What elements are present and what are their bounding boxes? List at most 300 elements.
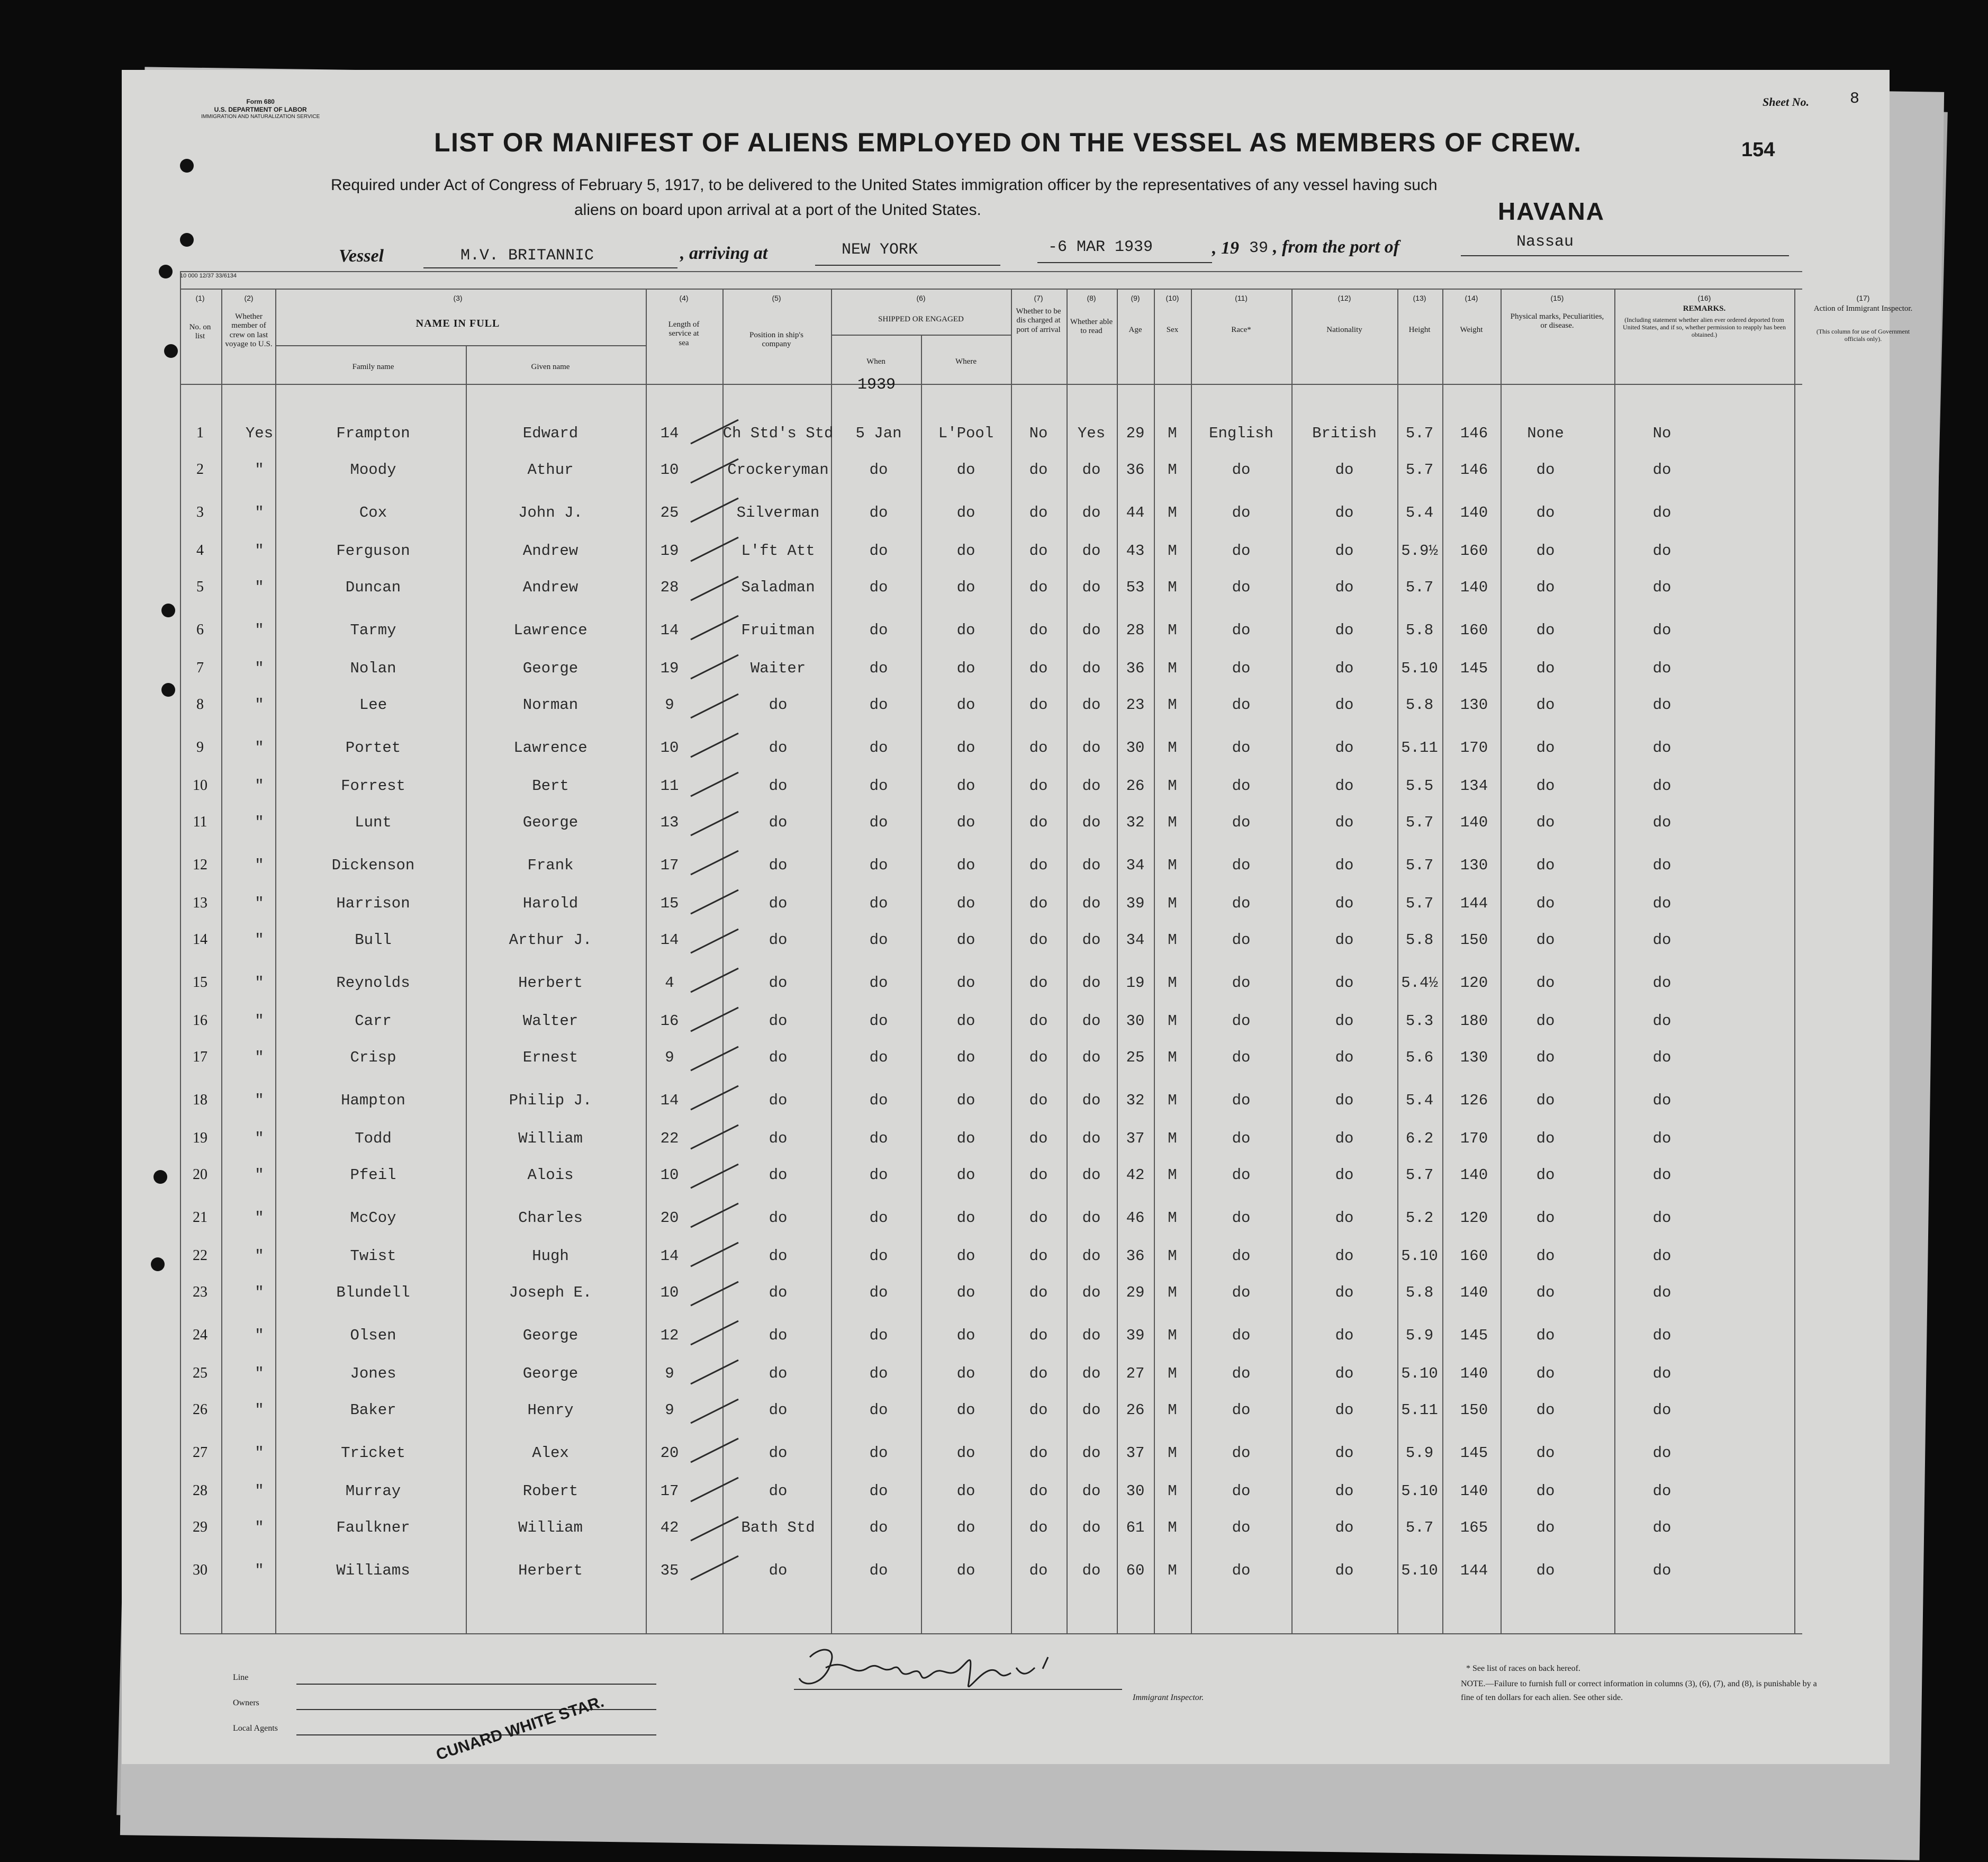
remarks-cell: do [1652,542,1671,560]
physical-cell: do [1536,1562,1555,1579]
race-cell: do [1232,895,1251,912]
family-name-cell: Portet [345,739,401,757]
nationality-cell: do [1335,1519,1354,1536]
member-cell: " [255,504,264,521]
member-cell: " [255,622,264,639]
race-cell: do [1232,1401,1251,1419]
family-name-cell: Ferguson [336,542,410,560]
member-cell: " [255,814,264,831]
nationality-cell: do [1335,579,1354,596]
physical-cell: do [1536,461,1555,479]
age-cell: 28 [1126,622,1145,639]
position-cell: do [769,1327,788,1344]
punch-hole [161,683,175,697]
charged-cell: do [1029,1482,1048,1500]
check-mark-icon [688,1357,741,1389]
requirement-text-1: Required under Act of Congress of February 5, 1917, to be delivered to the United States immigration officer by the representatives of any vessel having such [331,176,1438,194]
service-cell: 11 [660,777,679,795]
check-mark-icon [688,652,741,684]
check-mark-icon [688,1279,741,1311]
check-mark-icon [688,1122,741,1154]
check-mark-icon [688,1397,741,1428]
given-name-cell: George [522,814,579,831]
race-cell: do [1232,504,1251,521]
age-cell: 37 [1126,1444,1145,1462]
charged-cell: do [1029,1092,1048,1109]
remarks-cell: do [1652,1284,1671,1301]
given-name-cell: Edward [522,425,579,442]
sex-cell: M [1168,1401,1177,1419]
age-cell: 19 [1126,974,1145,992]
family-name-cell: Frampton [336,425,410,442]
check-mark-icon [688,535,741,566]
row-number: 14 [193,931,207,948]
height-cell: 5.10 [1401,1365,1438,1382]
row-number: 9 [196,739,204,755]
physical-cell: do [1536,1209,1555,1227]
weight-cell: 145 [1460,660,1488,677]
physical-cell: do [1536,1444,1555,1462]
row-number: 30 [193,1562,207,1578]
member-cell: " [255,1012,264,1030]
family-name-cell: Crisp [350,1049,396,1066]
nationality-cell: do [1335,1092,1354,1109]
weight-cell: 130 [1460,696,1488,714]
position-cell: do [769,1209,788,1227]
height-cell: 5.11 [1401,739,1438,757]
height-cell: 5.9½ [1401,542,1438,560]
weight-cell: 134 [1460,777,1488,795]
row-number: 3 [196,504,204,520]
where-cell: do [956,857,975,874]
header-given-name: Given name [531,363,570,371]
remarks-cell: do [1652,1130,1671,1147]
col-number: (15) [1550,294,1564,302]
read-cell: do [1082,504,1101,521]
charged-cell: do [1029,1444,1048,1462]
family-name-cell: Forrest [341,777,405,795]
punch-hole [180,159,194,173]
col-number: (10) [1165,294,1179,302]
height-cell: 5.4 [1405,1092,1434,1109]
row-number: 8 [196,696,204,713]
when-cell: do [869,660,888,677]
physical-cell: do [1536,504,1555,521]
check-mark-icon [688,496,741,527]
height-cell: 5.11 [1401,1401,1438,1419]
weight-cell: 120 [1460,974,1488,992]
position-cell: do [769,1012,788,1030]
family-name-cell: Jones [350,1365,396,1382]
check-mark-icon [688,1475,741,1507]
row-number: 28 [193,1482,207,1499]
handwritten-havana: HAVANA [1498,197,1605,225]
row-number: 11 [193,814,207,830]
height-cell: 5.6 [1405,1049,1434,1066]
remarks-cell: do [1652,1209,1671,1227]
where-cell: do [956,1166,975,1184]
service-cell: 14 [660,1247,679,1265]
sex-cell: M [1168,1562,1177,1579]
underline [423,267,677,268]
given-name-cell: Alois [527,1166,574,1184]
age-cell: 43 [1126,542,1145,560]
charged-cell: do [1029,504,1048,521]
physical-cell: do [1536,1247,1555,1265]
height-cell: 5.10 [1401,1247,1438,1265]
given-name-cell: Andrew [522,579,579,596]
member-cell: Yes [245,425,274,442]
weight-cell: 130 [1460,1049,1488,1066]
remarks-cell: do [1652,504,1671,521]
height-cell: 5.4½ [1401,974,1438,992]
col-number: (16) [1697,294,1711,302]
nationality-cell: British [1312,425,1377,442]
where-cell: do [956,895,975,912]
charged-cell: do [1029,1284,1048,1301]
where-cell: do [956,1401,975,1419]
read-cell: do [1082,1401,1101,1419]
given-name-cell: Henry [527,1401,574,1419]
underline [1037,262,1212,263]
nationality-cell: do [1335,542,1354,560]
physical-cell: do [1536,777,1555,795]
height-cell: 5.10 [1401,1482,1438,1500]
charged-cell: do [1029,857,1048,874]
page-title: LIST OR MANIFEST OF ALIENS EMPLOYED ON THE VESSEL AS MEMBERS OF CREW. [434,128,1582,157]
physical-cell: do [1536,1482,1555,1500]
remarks-cell: do [1652,1401,1671,1419]
row-number: 7 [196,660,204,676]
service-cell: 13 [660,814,679,831]
height-cell: 5.8 [1405,1284,1434,1301]
charged-cell: do [1029,696,1048,714]
service-cell: 19 [660,542,679,560]
service-cell: 9 [665,1049,674,1066]
punch-hole [153,1170,167,1184]
col-number: (2) [244,294,254,302]
position-cell: do [769,777,788,795]
physical-cell: do [1536,1401,1555,1419]
check-mark-icon [688,1240,741,1272]
sex-cell: M [1168,1444,1177,1462]
where-cell: do [956,1444,975,1462]
nationality-cell: do [1335,1209,1354,1227]
nationality-cell: do [1335,931,1354,949]
when-cell: do [869,579,888,596]
service-cell: 4 [665,974,674,992]
inspector-signature [789,1636,1085,1699]
read-cell: Yes [1077,425,1106,442]
header-physical: Physical marks, Peculiarities, or disease. [1510,312,1604,330]
nationality-cell: do [1335,1444,1354,1462]
weight-cell: 144 [1460,1562,1488,1579]
race-cell: do [1232,542,1251,560]
age-cell: 30 [1126,1012,1145,1030]
nationality-cell: do [1335,1049,1354,1066]
weight-cell: 170 [1460,739,1488,757]
family-name-cell: Pfeil [350,1166,396,1184]
where-cell: do [956,739,975,757]
weight-cell: 146 [1460,425,1488,442]
sheet-label: Sheet No. [1763,95,1809,109]
when-cell: do [869,1092,888,1109]
given-name-cell: William [518,1130,583,1147]
arriving-port: NEW YORK [842,241,918,259]
sex-cell: M [1168,1365,1177,1382]
underline [815,265,1000,266]
when-cell: do [869,542,888,560]
nationality-cell: do [1335,1365,1354,1382]
check-mark-icon [688,1201,741,1233]
family-name-cell: Harrison [336,895,410,912]
family-name-cell: Nolan [350,660,396,677]
service-cell: 20 [660,1209,679,1227]
read-cell: do [1082,1482,1101,1500]
family-name-cell: Bull [355,931,392,949]
check-mark-icon [688,1553,741,1585]
remarks-cell: do [1652,895,1671,912]
remarks-cell: do [1652,1519,1671,1536]
given-name-cell: Charles [518,1209,583,1227]
position-cell: do [769,1401,788,1419]
remarks-cell: do [1652,1482,1671,1500]
row-number: 20 [193,1166,207,1183]
nationality-cell: do [1335,660,1354,677]
race-cell: do [1232,1365,1251,1382]
when-cell: do [869,504,888,521]
check-mark-icon [688,417,741,449]
age-cell: 37 [1126,1130,1145,1147]
height-cell: 5.8 [1405,696,1434,714]
service-cell: 9 [665,1401,674,1419]
member-cell: " [255,1209,264,1227]
weight-cell: 150 [1460,1401,1488,1419]
remarks-cell: do [1652,461,1671,479]
member-cell: " [255,777,264,795]
remarks-cell: do [1652,1166,1671,1184]
check-mark-icon [688,1083,741,1115]
given-name-cell: Lawrence [513,622,588,639]
physical-cell: do [1536,1284,1555,1301]
vessel-label: Vessel [339,246,384,266]
from-port-label: , from the port of [1273,237,1399,257]
physical-cell: do [1536,1519,1555,1536]
col-number: (9) [1131,294,1140,302]
charged-cell: do [1029,1519,1048,1536]
row-number: 1 [196,425,204,441]
sex-cell: M [1168,579,1177,596]
form-identifier [201,98,320,121]
height-cell: 5.8 [1405,622,1434,639]
physical-cell: do [1536,1166,1555,1184]
where-cell: do [956,1365,975,1382]
height-cell: 5.7 [1405,814,1434,831]
weight-cell: 146 [1460,461,1488,479]
given-name-cell: Walter [522,1012,579,1030]
member-cell: " [255,1166,264,1184]
physical-cell: do [1536,974,1555,992]
row-number: 6 [196,622,204,638]
col-number: (7) [1034,294,1043,302]
col-number: (8) [1087,294,1096,302]
department-name: U.S. DEPARTMENT OF LABOR [214,106,307,113]
failure-note: NOTE.—Failure to furnish full or correct information in columns (3), (6), (7), and (8), is punishable by a fine of ten dollars for each alien. See other side. [1461,1679,1817,1702]
check-mark-icon [688,887,741,919]
line-label: Line [233,1673,249,1682]
row-number: 26 [193,1401,207,1418]
header-remarks-note: (Including statement whether alien ever ordered deported from United States, and if so, whether permission to reapply has been obtained.) [1623,316,1786,338]
sex-cell: M [1168,1327,1177,1344]
family-name-cell: Twist [350,1247,396,1265]
sex-cell: M [1168,857,1177,874]
header-when: When [866,357,885,366]
header-sex: Sex [1166,326,1179,334]
position-cell: Bath Std [741,1519,815,1536]
physical-cell: do [1536,660,1555,677]
agents-label: Local Agents [233,1724,278,1733]
sex-cell: M [1168,1130,1177,1147]
service-cell: 20 [660,1444,679,1462]
service-cell: 10 [660,1284,679,1301]
position-cell: do [769,1166,788,1184]
height-cell: 5.7 [1405,857,1434,874]
position-cell: do [769,974,788,992]
family-name-cell: Todd [355,1130,392,1147]
read-cell: do [1082,461,1101,479]
header-member: Whether member of crew on last voyage to U.S. [225,312,273,348]
row-number: 4 [196,542,204,559]
physical-cell: do [1536,1130,1555,1147]
weight-cell: 160 [1460,622,1488,639]
race-cell: do [1232,931,1251,949]
sex-cell: M [1168,461,1177,479]
race-cell: do [1232,1209,1251,1227]
col-number: (6) [916,294,926,302]
member-cell: " [255,1519,264,1536]
family-name-cell: Lunt [355,814,392,831]
race-cell: do [1232,1012,1251,1030]
when-cell: do [869,1166,888,1184]
member-cell: " [255,1247,264,1265]
sex-cell: M [1168,739,1177,757]
height-cell: 6.2 [1405,1130,1434,1147]
header-weight: Weight [1460,326,1483,334]
header-no-on-list: No. on list [189,323,211,341]
where-cell: do [956,461,975,479]
nationality-cell: do [1335,777,1354,795]
col-number: (13) [1413,294,1426,302]
given-name-cell: Frank [527,857,574,874]
check-mark-icon [688,1436,741,1468]
punch-hole [159,265,173,278]
race-cell: do [1232,1247,1251,1265]
race-cell: do [1232,1092,1251,1109]
family-name-cell: Lee [359,696,387,714]
given-name-cell: Herbert [518,1562,583,1579]
charged-cell: do [1029,974,1048,992]
read-cell: do [1082,1327,1101,1344]
height-cell: 5.7 [1405,1519,1434,1536]
family-name-cell: McCoy [350,1209,396,1227]
age-cell: 30 [1126,739,1145,757]
physical-cell: do [1536,542,1555,560]
remarks-cell: do [1652,857,1671,874]
physical-cell: do [1536,1012,1555,1030]
age-cell: 61 [1126,1519,1145,1536]
col-number: (4) [679,294,689,302]
remarks-cell: do [1652,1012,1671,1030]
where-cell: do [956,931,975,949]
nationality-cell: do [1335,1284,1354,1301]
check-mark-icon [688,574,741,606]
nationality-cell: do [1335,622,1354,639]
physical-cell: do [1536,622,1555,639]
where-cell: do [956,622,975,639]
race-cell: do [1232,1049,1251,1066]
sex-cell: M [1168,895,1177,912]
member-cell: " [255,579,264,596]
where-cell: do [956,1519,975,1536]
service-cell: 16 [660,1012,679,1030]
sex-cell: M [1168,660,1177,677]
charged-cell: do [1029,1049,1048,1066]
nationality-cell: do [1335,1247,1354,1265]
handwritten-year: 1939 [857,376,896,394]
position-cell: do [769,814,788,831]
underline [296,1684,656,1685]
age-cell: 39 [1126,1327,1145,1344]
when-cell: do [869,1209,888,1227]
arriving-label: , arriving at [680,244,768,263]
read-cell: do [1082,622,1101,639]
position-cell: do [769,739,788,757]
given-name-cell: Hugh [532,1247,569,1265]
member-cell: " [255,1401,264,1419]
when-cell: do [869,1444,888,1462]
member-cell: " [255,1327,264,1344]
underline [1461,255,1789,256]
given-name-cell: Lawrence [513,739,588,757]
when-cell: do [869,857,888,874]
check-mark-icon [688,456,741,488]
family-name-cell: Carr [355,1012,392,1030]
given-name-cell: Robert [522,1482,579,1500]
header-able-read: Whether able to read [1070,318,1113,336]
height-cell: 5.9 [1405,1444,1434,1462]
row-number: 13 [193,895,207,911]
race-cell: do [1232,696,1251,714]
given-name-cell: John J. [518,504,583,521]
height-cell: 5.8 [1405,931,1434,949]
sex-cell: M [1168,931,1177,949]
where-cell: L'Pool [938,425,994,442]
remarks-cell: do [1652,931,1671,949]
row-number: 25 [193,1365,207,1381]
nationality-cell: do [1335,696,1354,714]
sex-cell: M [1168,777,1177,795]
when-cell: do [869,622,888,639]
col-number: (1) [195,294,205,302]
read-cell: do [1082,1166,1101,1184]
sex-cell: M [1168,696,1177,714]
row-number: 10 [193,777,207,794]
header-nationality: Nationality [1326,326,1362,334]
member-cell: " [255,1284,264,1301]
race-cell: do [1232,814,1251,831]
where-cell: do [956,1327,975,1344]
remarks-cell: do [1652,660,1671,677]
